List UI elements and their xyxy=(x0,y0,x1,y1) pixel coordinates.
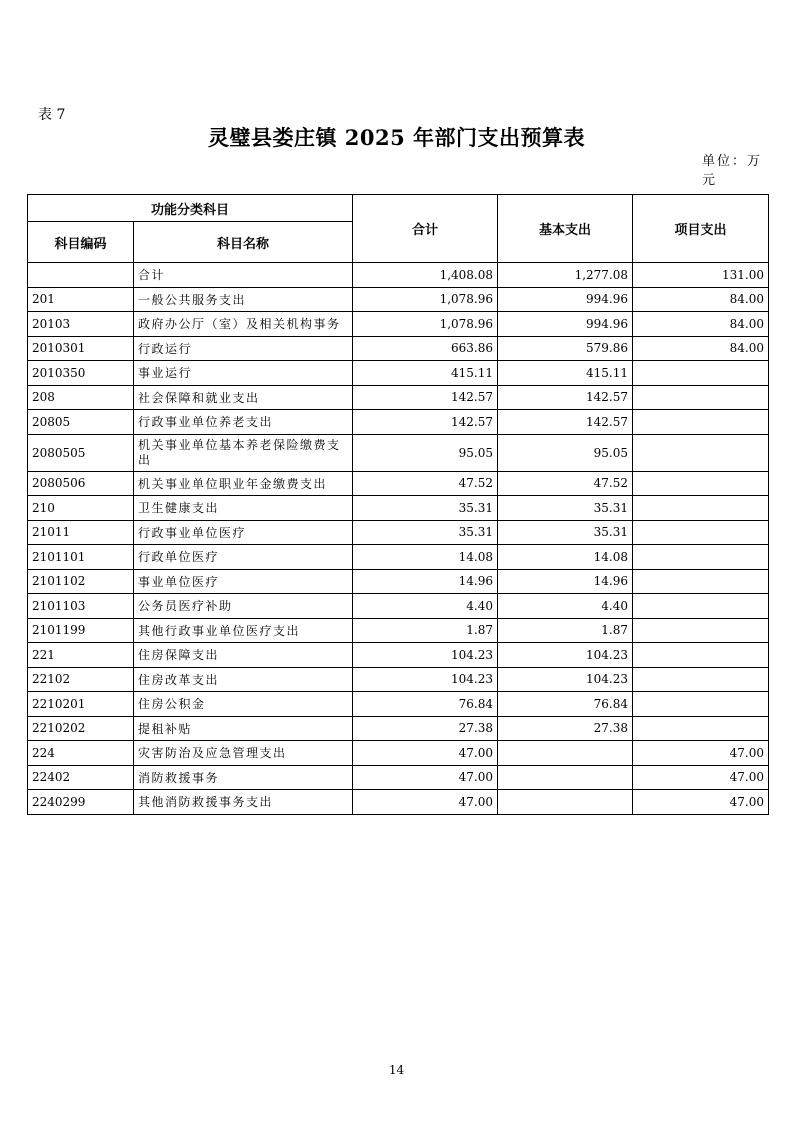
table-row xyxy=(28,618,769,643)
project-expenditure-cell xyxy=(633,667,769,692)
subject-name-cell: 政府办公厅（室）及相关机构事务 xyxy=(134,312,353,337)
basic-expenditure-cell: 14.08 xyxy=(498,545,633,570)
basic-expenditure-cell: 142.57 xyxy=(498,385,633,410)
header-subject-code: 科目编码 xyxy=(28,222,134,263)
budget-table xyxy=(27,194,769,815)
total-cell: 104.23 xyxy=(353,643,498,668)
basic-expenditure-cell: 415.11 xyxy=(498,361,633,386)
total-cell: 47.00 xyxy=(353,741,498,766)
subject-name-cell: 公务员医疗补助 xyxy=(134,594,353,619)
total-cell: 663.86 xyxy=(353,336,498,361)
project-expenditure-cell xyxy=(633,643,769,668)
subject-name-cell: 卫生健康支出 xyxy=(134,496,353,521)
basic-expenditure-cell xyxy=(498,741,633,766)
project-expenditure-cell: 84.00 xyxy=(633,336,769,361)
project-expenditure-cell xyxy=(633,594,769,619)
subject-name-cell: 行政事业单位医疗 xyxy=(134,520,353,545)
table-row xyxy=(28,545,769,570)
subject-name-cell: 机关事业单位职业年金缴费支出 xyxy=(134,471,353,496)
total-cell: 14.96 xyxy=(353,569,498,594)
total-cell: 1,078.96 xyxy=(353,287,498,312)
subject-name-cell: 住房改革支出 xyxy=(134,667,353,692)
subject-name-cell: 事业运行 xyxy=(134,361,353,386)
project-expenditure-cell xyxy=(633,471,769,496)
total-cell: 47.00 xyxy=(353,790,498,815)
basic-expenditure-cell: 1.87 xyxy=(498,618,633,643)
total-cell: 1.87 xyxy=(353,618,498,643)
total-cell: 35.31 xyxy=(353,520,498,545)
subject-name-cell: 行政运行 xyxy=(134,336,353,361)
table-row xyxy=(28,361,769,386)
header-basic-expenditure: 基本支出 xyxy=(498,195,633,263)
table-row xyxy=(28,569,769,594)
project-expenditure-cell xyxy=(633,410,769,435)
subject-code-cell: 2101103 xyxy=(28,594,134,619)
project-expenditure-cell: 84.00 xyxy=(633,312,769,337)
subject-code-cell: 2240299 xyxy=(28,790,134,815)
subject-name-cell: 住房公积金 xyxy=(134,692,353,717)
subject-name-cell: 其他行政事业单位医疗支出 xyxy=(134,618,353,643)
header-project-expenditure: 项目支出 xyxy=(633,195,769,263)
subject-code-cell: 20805 xyxy=(28,410,134,435)
subject-code-cell: 2101199 xyxy=(28,618,134,643)
basic-expenditure-cell: 579.86 xyxy=(498,336,633,361)
subject-code-cell xyxy=(28,263,134,288)
project-expenditure-cell xyxy=(633,716,769,741)
subject-name-cell: 消防救援事务 xyxy=(134,765,353,790)
project-expenditure-cell xyxy=(633,520,769,545)
subject-code-cell: 22402 xyxy=(28,765,134,790)
project-expenditure-cell: 47.00 xyxy=(633,741,769,766)
table-row xyxy=(28,385,769,410)
total-cell: 4.40 xyxy=(353,594,498,619)
subject-code-cell: 2010301 xyxy=(28,336,134,361)
subject-code-cell: 224 xyxy=(28,741,134,766)
table-row xyxy=(28,336,769,361)
basic-expenditure-cell: 35.31 xyxy=(498,520,633,545)
project-expenditure-cell xyxy=(633,496,769,521)
subject-code-cell: 2080506 xyxy=(28,471,134,496)
table-row xyxy=(28,741,769,766)
page-number: 14 xyxy=(388,1063,405,1077)
subject-code-cell: 210 xyxy=(28,496,134,521)
subject-name-cell: 提租补贴 xyxy=(134,716,353,741)
basic-expenditure-cell: 35.31 xyxy=(498,496,633,521)
basic-expenditure-cell: 76.84 xyxy=(498,692,633,717)
project-expenditure-cell: 84.00 xyxy=(633,287,769,312)
subject-code-cell: 2101102 xyxy=(28,569,134,594)
project-expenditure-cell: 47.00 xyxy=(633,765,769,790)
table-body xyxy=(28,263,769,815)
total-cell: 415.11 xyxy=(353,361,498,386)
subject-code-cell: 20103 xyxy=(28,312,134,337)
total-cell: 35.31 xyxy=(353,496,498,521)
subject-name-cell: 合计 xyxy=(134,263,353,288)
total-cell: 1,078.96 xyxy=(353,312,498,337)
subject-code-cell: 2010350 xyxy=(28,361,134,386)
header-subject-name: 科目名称 xyxy=(134,222,353,263)
basic-expenditure-cell: 95.05 xyxy=(498,434,633,471)
total-cell: 76.84 xyxy=(353,692,498,717)
basic-expenditure-cell: 994.96 xyxy=(498,312,633,337)
basic-expenditure-cell: 104.23 xyxy=(498,667,633,692)
total-cell: 14.08 xyxy=(353,545,498,570)
table-row xyxy=(28,667,769,692)
subject-name-cell: 机关事业单位基本养老保险缴费支出 xyxy=(134,434,353,471)
table-row xyxy=(28,594,769,619)
unit-note: 单位：万元 xyxy=(702,154,763,188)
header-total: 合计 xyxy=(353,195,498,263)
table-row xyxy=(28,790,769,815)
basic-expenditure-cell: 14.96 xyxy=(498,569,633,594)
project-expenditure-cell xyxy=(633,692,769,717)
header-function-classification: 功能分类科目 xyxy=(28,195,353,222)
project-expenditure-cell xyxy=(633,545,769,570)
subject-name-cell: 行政单位医疗 xyxy=(134,545,353,570)
subject-name-cell: 社会保障和就业支出 xyxy=(134,385,353,410)
table-row xyxy=(28,410,769,435)
basic-expenditure-cell xyxy=(498,765,633,790)
table-row xyxy=(28,692,769,717)
project-expenditure-cell: 47.00 xyxy=(633,790,769,815)
subject-name-cell: 一般公共服务支出 xyxy=(134,287,353,312)
table-row xyxy=(28,471,769,496)
table-row xyxy=(28,765,769,790)
total-cell: 142.57 xyxy=(353,385,498,410)
total-cell: 27.38 xyxy=(353,716,498,741)
total-cell: 1,408.08 xyxy=(353,263,498,288)
subject-code-cell: 221 xyxy=(28,643,134,668)
project-expenditure-cell xyxy=(633,385,769,410)
subject-name-cell: 行政事业单位养老支出 xyxy=(134,410,353,435)
subject-code-cell: 2101101 xyxy=(28,545,134,570)
project-expenditure-cell xyxy=(633,434,769,471)
table-row xyxy=(28,643,769,668)
project-expenditure-cell xyxy=(633,361,769,386)
basic-expenditure-cell: 1,277.08 xyxy=(498,263,633,288)
total-cell: 47.52 xyxy=(353,471,498,496)
subject-code-cell: 22102 xyxy=(28,667,134,692)
subject-name-cell: 灾害防治及应急管理支出 xyxy=(134,741,353,766)
project-expenditure-cell xyxy=(633,618,769,643)
table-row xyxy=(28,496,769,521)
basic-expenditure-cell: 104.23 xyxy=(498,643,633,668)
subject-name-cell: 事业单位医疗 xyxy=(134,569,353,594)
table-label: 表 7 xyxy=(38,107,66,123)
table-row xyxy=(28,312,769,337)
basic-expenditure-cell: 994.96 xyxy=(498,287,633,312)
basic-expenditure-cell: 47.52 xyxy=(498,471,633,496)
subject-code-cell: 2210201 xyxy=(28,692,134,717)
table-row xyxy=(28,263,769,288)
total-cell: 47.00 xyxy=(353,765,498,790)
subject-code-cell: 201 xyxy=(28,287,134,312)
table-row xyxy=(28,434,769,471)
table-row xyxy=(28,716,769,741)
project-expenditure-cell xyxy=(633,569,769,594)
page-title: 灵璧县娄庄镇 2025 年部门支出预算表 xyxy=(207,125,586,150)
subject-name-cell: 住房保障支出 xyxy=(134,643,353,668)
subject-code-cell: 208 xyxy=(28,385,134,410)
basic-expenditure-cell: 142.57 xyxy=(498,410,633,435)
basic-expenditure-cell: 27.38 xyxy=(498,716,633,741)
total-cell: 104.23 xyxy=(353,667,498,692)
subject-code-cell: 2080505 xyxy=(28,434,134,471)
total-cell: 142.57 xyxy=(353,410,498,435)
subject-name-cell: 其他消防救援事务支出 xyxy=(134,790,353,815)
table-row xyxy=(28,287,769,312)
subject-code-cell: 2210202 xyxy=(28,716,134,741)
basic-expenditure-cell: 4.40 xyxy=(498,594,633,619)
table-row xyxy=(28,520,769,545)
project-expenditure-cell: 131.00 xyxy=(633,263,769,288)
total-cell: 95.05 xyxy=(353,434,498,471)
basic-expenditure-cell xyxy=(498,790,633,815)
subject-code-cell: 21011 xyxy=(28,520,134,545)
